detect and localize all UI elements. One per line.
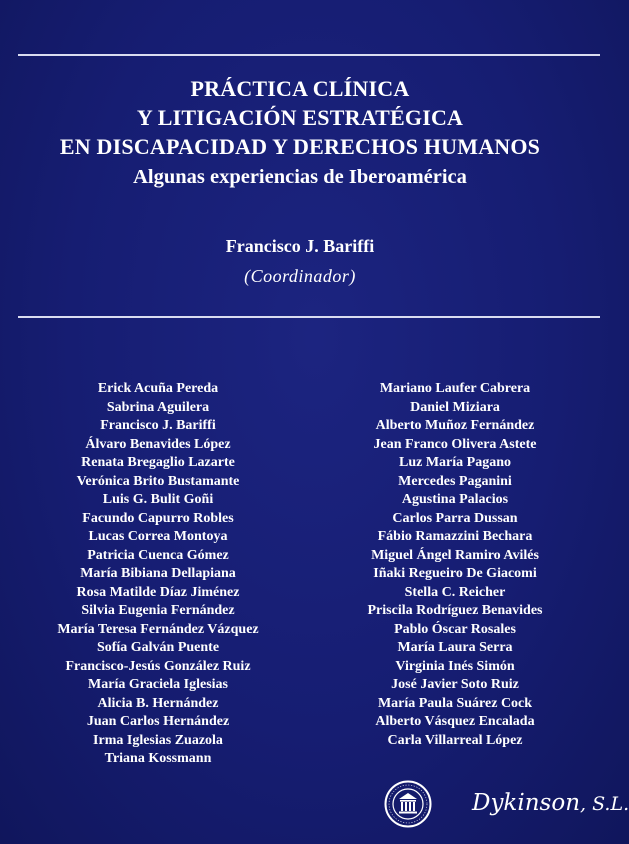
author-name: Alberto Muñoz Fernández [375,418,535,433]
subtitle: Algunas experiencias de Iberoamérica [133,166,467,188]
author-name: Lucas Correa Montoya [88,529,228,544]
author-name: Iñaki Regueiro De Giacomi [373,566,537,581]
title-block [0,74,600,192]
author-name: Daniel Miziara [410,399,500,415]
author-name: José Javier Soto Ruiz [391,677,519,692]
author-name: Francisco-Jesús González Ruiz [65,658,251,674]
title-line-1: PRÁCTICA CLÍNICA [190,76,410,101]
author-name: Stella C. Reicher [404,584,506,600]
author-name: Silvia Eugenia Fernández [81,603,235,618]
publisher-logo [472,790,629,816]
publisher-name: Dykinson [472,790,581,816]
author-name: Rosa Matilde Díaz Jiménez [76,584,240,600]
author-name: Mariano Laufer Cabrera [379,381,531,396]
author-name: María Teresa Fernández Vázquez [57,621,259,637]
author-name: Alberto Vásquez Encalada [375,714,535,729]
author-name: Carla Villarreal López [387,732,523,748]
author-name: Miguel Ángel Ramiro Avilés [371,547,539,563]
author-name: Facundo Capurro Robles [82,510,234,526]
authors-list-left [8,380,308,769]
author-name: Triana Kossmann [104,751,212,766]
author-name: Agustina Palacios [401,492,509,507]
author-name: Sofía Galván Puente [96,640,220,655]
middle-divider [18,316,600,318]
top-divider [18,54,600,56]
author-name: Sabrina Aguilera [106,399,210,415]
author-name: Pablo Óscar Rosales [394,621,516,637]
author-name: Priscila Rodríguez Benavides [367,603,543,618]
author-name: Luz María Pagano [399,455,511,470]
coordinator-name: Francisco J. Bariffi [225,236,375,256]
author-name: Renata Bregaglio Lazarte [81,455,235,470]
publisher-suffix: , S.L. [580,793,629,815]
author-name: Alicia B. Hernández [97,695,219,711]
author-name: Verónica Brito Bustamante [76,473,240,489]
author-name: Carlos Parra Dussan [392,510,518,526]
author-name: Fábio Ramazzini Bechara [377,529,533,544]
author-name: Irma Iglesias Zuazola [93,732,223,748]
author-name: Juan Carlos Hernández [86,714,230,729]
title-line-2: Y LITIGACIÓN ESTRATÉGICA [136,105,464,130]
author-name: Virginia Inés Simón [395,658,515,674]
author-name: Álvaro Benavides López [85,436,231,452]
author-name: Erick Acuña Pereda [97,381,219,396]
author-name: María Paula Suárez Cock [377,695,533,711]
author-name: Patricia Cuenca Gómez [87,547,229,563]
author-name: Jean Franco Olivera Astete [373,436,537,452]
authors-list-right [325,380,585,750]
title-line-3: EN DISCAPACIDAD Y DERECHOS HUMANOS [59,134,541,159]
author-name: María Graciela Iglesias [88,677,228,692]
university-seal-icon [384,780,432,828]
author-name: María Laura Serra [397,640,513,655]
author-name: Luis G. Bulit Goñi [102,492,214,507]
coordinator-role: (Coordinador) [244,266,356,286]
author-name: María Bibiana Dellapiana [80,566,236,581]
author-name: Francisco J. Bariffi [100,418,216,433]
author-name: Mercedes Paganini [398,473,512,489]
